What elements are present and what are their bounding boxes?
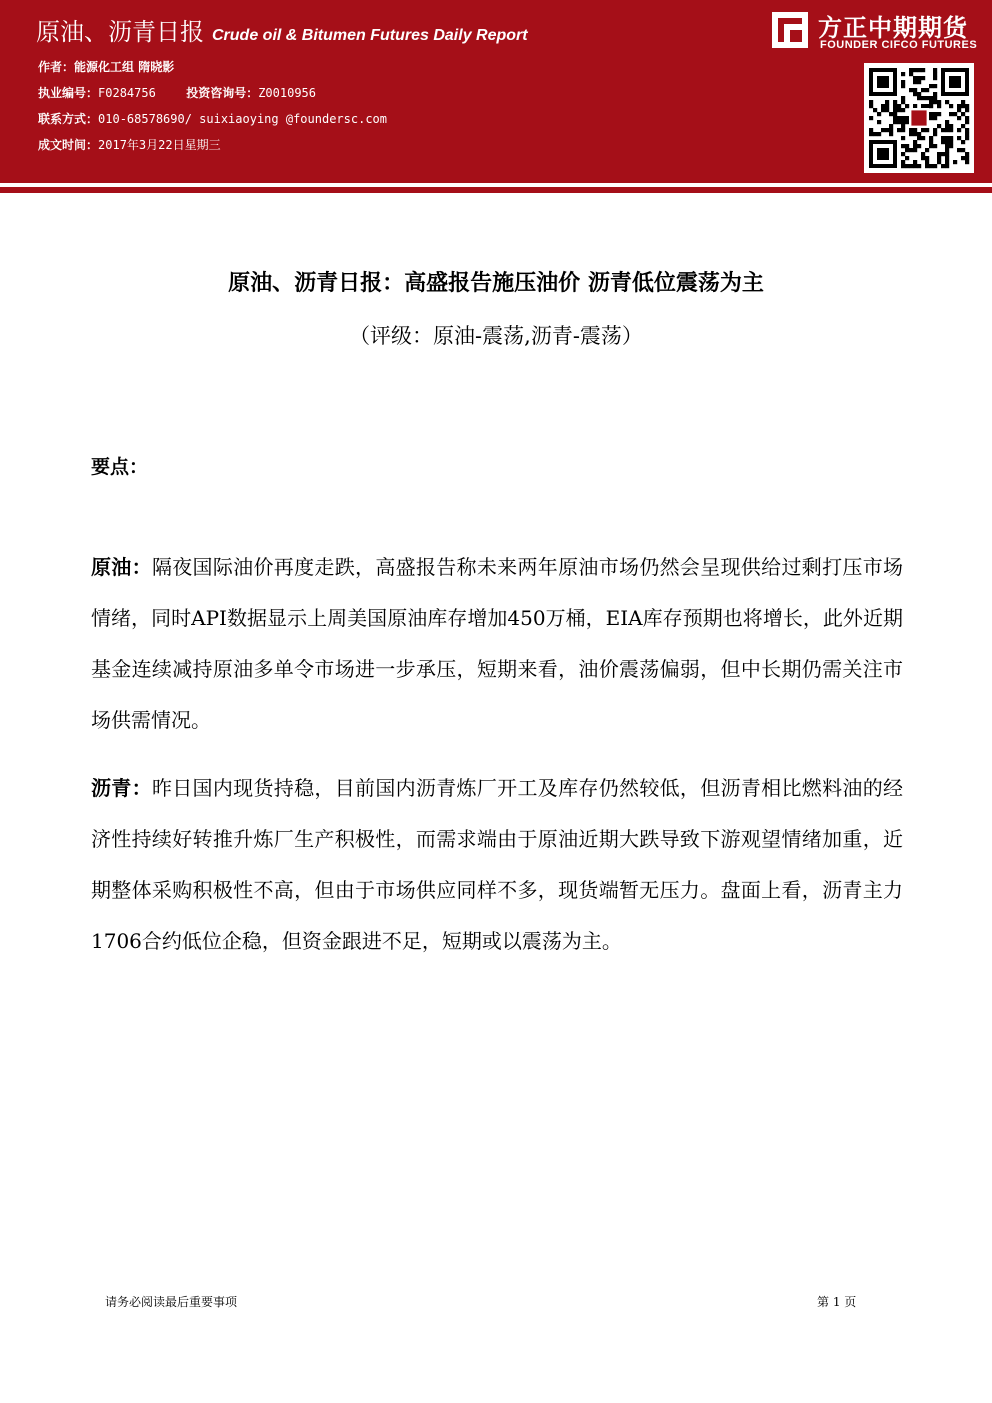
report-title-cn: 原油、沥青日报 [36,18,204,46]
consult-label: 投资咨询号： [186,86,259,100]
crude-oil-lead: 原油： [91,555,152,579]
brand-name-en: FOUNDER CIFCO FUTURES [820,39,978,51]
report-header [0,0,992,183]
contact-value: 010-68578690/ suixiaoying @foundersc.com [98,112,387,126]
contact-line [38,110,387,127]
founder-logo-icon [770,10,810,50]
date-label: 成文时间： [38,138,99,152]
document-title: 原油、沥青日报：高盛报告施压油价 沥青低位震荡为主 [228,271,764,296]
contact-label: 联系方式： [38,112,99,126]
crude-oil-paragraph [91,542,903,746]
footer-notice: 请务必阅读最后重要事项 [105,1295,238,1309]
license-value: F0284756 [98,86,156,100]
header-divider [0,187,992,193]
author-label: 作者： [38,60,75,74]
author-value: 能源化工组 隋晓影 [74,60,175,74]
date-value: 2017年3月22日星期三 [98,138,221,152]
license-line [38,84,316,101]
bitumen-text: 昨日国内现货持稳，目前国内沥青炼厂开工及库存仍然较低，但沥青相比燃料油的经济性持续好转推升炼厂生产积极性，而需求端由于原油近期大跌导致下游观望情绪加重，近期整体采购积极性不高，但由于市场供应同样不多，现货端暂无压力。盘面上看，沥青主力1706合约低位企稳，但资金跟进不足，短期或以震荡为主。 [91,776,904,953]
crude-oil-text: 隔夜国际油价再度走跌，高盛报告称未来两年原油市场仍然会呈现供给过剩打压市场情绪，同时API数据显示上周美国原油库存增加450万桶，EIA库存预期也将增长，此外近期基金连续减持原油多单令市场进一步承压，短期来看，油价震荡偏弱，但中长期仍需关注市场供需情况。 [91,555,904,732]
report-title-en: Crude oil & Bitumen Futures Daily Report [212,27,528,44]
author-line [38,58,174,75]
bitumen-lead: 沥青： [91,776,152,800]
brand-logo [770,6,985,56]
report-title-bar [36,12,528,44]
rating-subtitle: （评级：原油-震荡,沥青-震荡） [349,324,643,348]
qr-code [864,63,974,173]
key-points-heading: 要点： [91,456,149,478]
brand-name-cn: 方正中期期货 [818,14,968,42]
qr-code-icon [864,63,974,173]
license-label: 执业编号： [38,86,99,100]
bitumen-paragraph [91,763,903,967]
consult-value: Z0010956 [258,86,316,100]
date-line [38,136,221,153]
page-number: 第 1 页 [817,1295,857,1309]
